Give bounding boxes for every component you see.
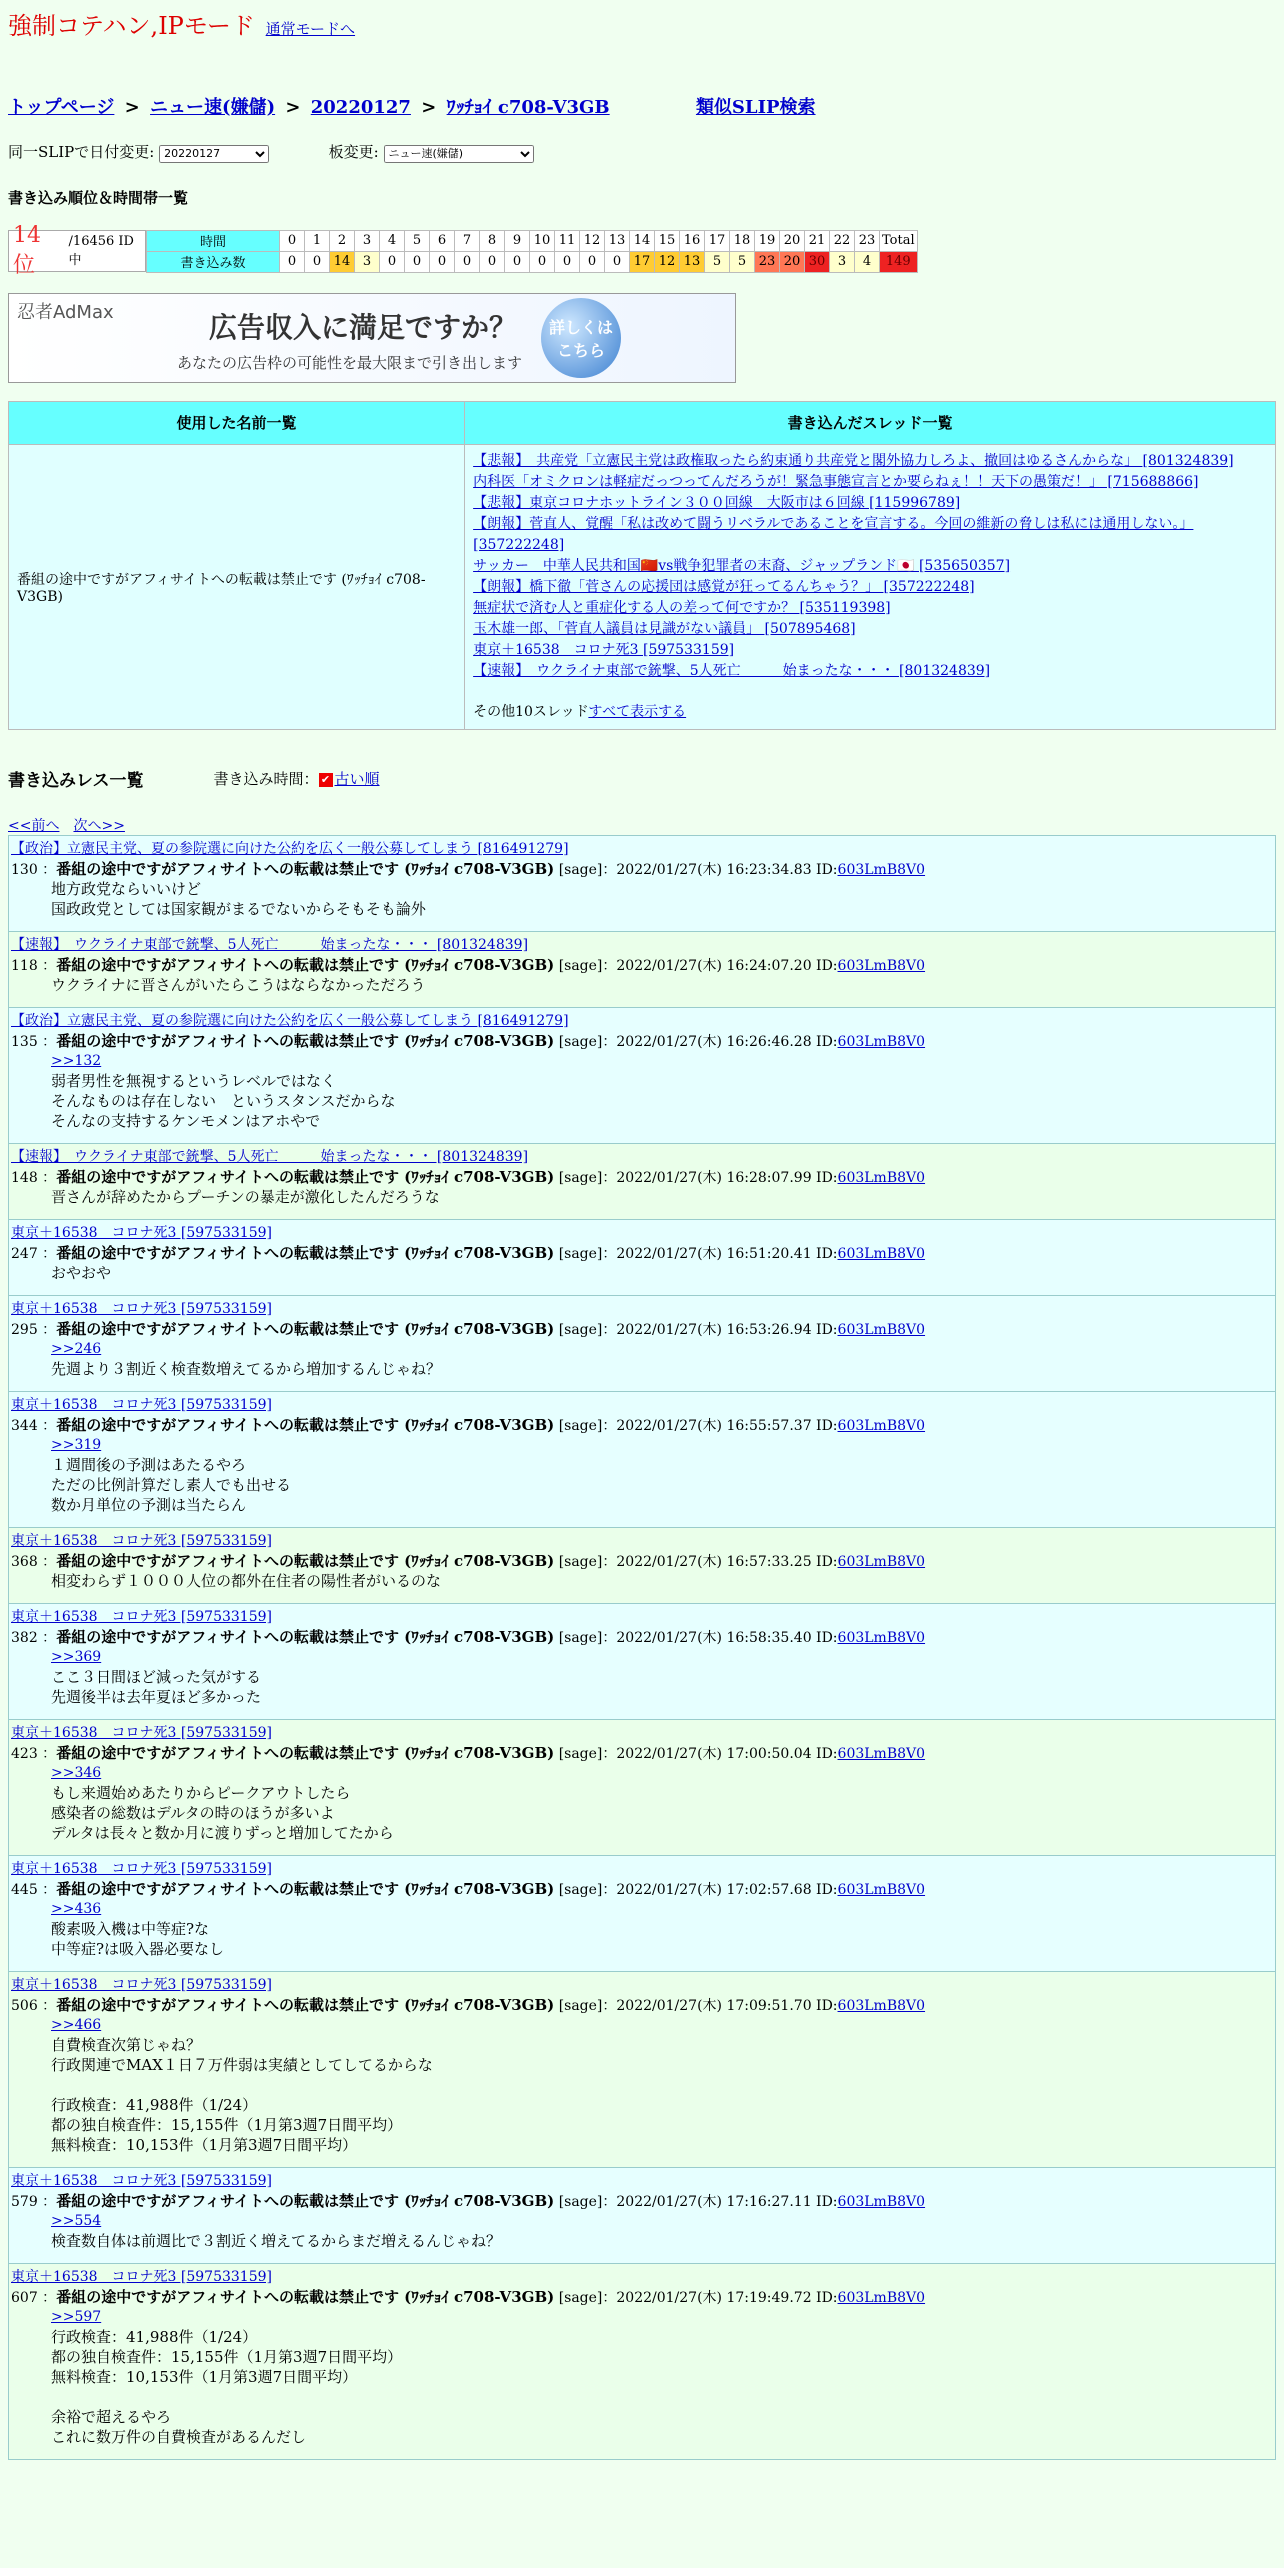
pager <box>8 815 1276 835</box>
breadcrumb-sep: > <box>124 97 140 118</box>
post-thread-link[interactable]: 東京＋16538 コロナ死3 [597533159] <box>11 1532 272 1549</box>
post-thread-link[interactable]: 東京＋16538 コロナ死3 [597533159] <box>11 2268 272 2285</box>
count-cell: 0 <box>405 251 430 272</box>
post-date: [sage]：2022/01/27(木) 16:26:46.28 ID: <box>558 1033 838 1050</box>
oldest-first-link[interactable]: 古い順 <box>334 769 380 788</box>
post-number: 344 <box>11 1417 38 1434</box>
post-line: 行政関連でMAX１日７万件弱は実績としてしてるからな <box>51 2055 433 2074</box>
post-line: 行政検査：41,988件（1/24） <box>51 2095 258 2114</box>
post-line: 都の独自検査件：15,155件（1月第3週7日間平均） <box>51 2115 403 2134</box>
post-line: そんなの支持するケンモメンはアホやで <box>51 1111 321 1130</box>
post-name: 番組の途中ですがアフィサイトへの転載は禁止です (ﾜｯﾁｮｲ c708-V3GB) <box>56 2191 555 2210</box>
count-cell: 0 <box>480 251 505 272</box>
post-meta: 579 ：番組の途中ですがアフィサイトへの転載は禁止です (ﾜｯﾁｮｲ c708-V3GB) [sage]：2022/01/27(木) 17:16:27.11 ID:603LmB8V0 <box>11 2191 926 2210</box>
reply-anchor-link[interactable]: >>554 <box>51 2212 102 2229</box>
board-select-label: 板変更: <box>328 143 379 161</box>
post-line: 酸素吸入機は中等症?な <box>51 1919 210 1938</box>
count-cell: 0 <box>305 251 330 272</box>
post-name: 番組の途中ですがアフィサイトへの転載は禁止です (ﾜｯﾁｮｲ c708-V3GB) <box>56 1743 555 1762</box>
checkmark-icon: ✔ <box>319 773 333 787</box>
post-body <box>11 1339 1273 1379</box>
hour-cell: 14 <box>630 230 655 251</box>
thread-list <box>473 451 1267 682</box>
hourly-table <box>146 230 918 273</box>
post-number: 135 <box>11 1033 38 1050</box>
post-name: 番組の途中ですがアフィサイトへの転載は禁止です (ﾜｯﾁｮｲ c708-V3GB) <box>56 2287 555 2306</box>
next-page-link[interactable]: 次へ>> <box>73 817 125 834</box>
post-meta: 344 ：番組の途中ですがアフィサイトへの転載は禁止です (ﾜｯﾁｮｲ c708-V3GB) [sage]：2022/01/27(木) 16:55:57.37 ID:603LmB8V0 <box>11 1415 926 1434</box>
breadcrumb-date[interactable]: 20220127 <box>310 97 411 118</box>
post-body <box>11 1435 1273 1515</box>
post-date: [sage]：2022/01/27(木) 16:24:07.20 ID: <box>558 957 838 974</box>
hour-cell: 16 <box>680 230 705 251</box>
post-line: 行政検査：41,988件（1/24） <box>51 2327 258 2346</box>
post-meta: 118 ：番組の途中ですがアフィサイトへの転載は禁止です (ﾜｯﾁｮｲ c708-V3GB) [sage]：2022/01/27(木) 16:24:07.20 ID:603LmB8V0 <box>11 955 926 974</box>
post-body <box>11 1647 1273 1707</box>
prev-page-link[interactable]: <<前へ <box>8 817 60 834</box>
post-meta: 423 ：番組の途中ですがアフィサイトへの転載は禁止です (ﾜｯﾁｮｲ c708-V3GB) [sage]：2022/01/27(木) 17:00:50.04 ID:603LmB8V0 <box>11 1743 926 1762</box>
count-cell: 14 <box>330 251 355 272</box>
breadcrumb-slip[interactable]: ﾜｯﾁｮｲ c708-V3GB <box>446 97 610 118</box>
threads-cell <box>465 444 1276 729</box>
post-meta: 607 ：番組の途中ですがアフィサイトへの転載は禁止です (ﾜｯﾁｮｲ c708-V3GB) [sage]：2022/01/27(木) 17:19:49.72 ID:603LmB8V0 <box>11 2287 926 2306</box>
post-thread-link[interactable]: 【政治】立憲民主党、夏の参院選に向けた公約を広く一般公募してしまう [816491279] <box>11 840 569 857</box>
post-line: 国政政党としては国家観がまるでないからそもそも論外 <box>51 899 426 918</box>
post-thread-link[interactable]: 東京＋16538 コロナ死3 [597533159] <box>11 1724 272 1741</box>
post-line <box>51 2387 1273 2407</box>
hour-cell: 11 <box>555 230 580 251</box>
hour-cell: 3 <box>355 230 380 251</box>
reply-anchor-link[interactable]: >>319 <box>51 1436 102 1453</box>
post-id-link[interactable]: 603LmB8V0 <box>837 957 926 974</box>
post <box>8 932 1276 1008</box>
ad-subtext: あなたの広告枠の可能性を最大限まで引き出します <box>177 353 523 372</box>
post <box>8 1528 1276 1604</box>
breadcrumb-top[interactable]: トップページ <box>8 97 115 118</box>
hour-cell: 9 <box>505 230 530 251</box>
thread-link[interactable]: 東京＋16538 コロナ死3 [597533159] <box>473 641 735 658</box>
count-cell: 149 <box>880 251 918 272</box>
post-line: もし来週始めあたりからピークアウトしたら <box>51 1783 351 1802</box>
post-date: [sage]：2022/01/27(木) 17:02:57.68 ID: <box>558 1881 838 1898</box>
post-meta: 445 ：番組の途中ですがアフィサイトへの転載は禁止です (ﾜｯﾁｮｲ c708-V3GB) [sage]：2022/01/27(木) 17:02:57.68 ID:603LmB8V0 <box>11 1879 926 1898</box>
reply-anchor-link[interactable]: >>369 <box>51 1648 102 1665</box>
hour-cell: 21 <box>805 230 830 251</box>
post-line: 都の独自検査件：15,155件（1月第3週7日間平均） <box>51 2347 403 2366</box>
post-id-link[interactable]: 603LmB8V0 <box>837 1033 926 1050</box>
post-id-link[interactable]: 603LmB8V0 <box>837 1417 926 1434</box>
post <box>8 1720 1276 1856</box>
post-thread-link[interactable]: 東京＋16538 コロナ死3 [597533159] <box>11 1976 272 1993</box>
post <box>8 2264 1276 2460</box>
posts-header <box>8 766 1276 791</box>
post <box>8 1144 1276 1220</box>
post-name: 番組の途中ですがアフィサイトへの転載は禁止です (ﾜｯﾁｮｲ c708-V3GB) <box>56 1319 555 1338</box>
summary-table <box>8 401 1276 730</box>
post-name: 番組の途中ですがアフィサイトへの転載は禁止です (ﾜｯﾁｮｲ c708-V3GB) <box>56 1415 555 1434</box>
reply-anchor-link[interactable]: >>346 <box>51 1764 102 1781</box>
post-name: 番組の途中ですがアフィサイトへの転載は禁止です (ﾜｯﾁｮｲ c708-V3GB) <box>56 1167 555 1186</box>
post-line: 数か月単位の予測は当たらん <box>51 1495 247 1514</box>
count-cell: 13 <box>680 251 705 272</box>
post-body <box>11 879 1273 919</box>
hour-cell: 19 <box>755 230 780 251</box>
post-number: 423 <box>11 1745 38 1762</box>
post <box>8 2168 1276 2264</box>
post-meta: 382 ：番組の途中ですがアフィサイトへの転載は禁止です (ﾜｯﾁｮｲ c708-V3GB) [sage]：2022/01/27(木) 16:58:35.40 ID:603LmB8V0 <box>11 1627 926 1646</box>
thread-link[interactable]: 無症状で済む人と重症化する人の差って何ですか？ [535119398] <box>473 599 891 616</box>
post <box>8 1008 1276 1144</box>
post-meta: 148 ：番組の途中ですがアフィサイトへの転載は禁止です (ﾜｯﾁｮｲ c708-V3GB) [sage]：2022/01/27(木) 16:28:07.99 ID:603LmB8V0 <box>11 1167 926 1186</box>
posts-list <box>8 835 1276 2460</box>
hour-cell: 17 <box>705 230 730 251</box>
post-number: 368 <box>11 1553 38 1570</box>
date-select[interactable] <box>159 145 269 163</box>
post-line: 自費検査次第じゃね？ <box>51 2035 202 2054</box>
post-body <box>11 1899 1273 1959</box>
board-select[interactable] <box>384 145 534 163</box>
reply-anchor-link[interactable]: >>132 <box>51 1052 102 1069</box>
post-line: そんなものは存在しない というスタンスだからな <box>51 1091 396 1110</box>
post-meta: 135 ：番組の途中ですがアフィサイトへの転載は禁止です (ﾜｯﾁｮｲ c708-V3GB) [sage]：2022/01/27(木) 16:26:46.28 ID:603LmB8V0 <box>11 1031 926 1050</box>
post-number: 382 <box>11 1629 38 1646</box>
hour-cell: 5 <box>405 230 430 251</box>
post-id-link[interactable]: 603LmB8V0 <box>837 1629 926 1646</box>
breadcrumb-sep: > <box>421 97 437 118</box>
post-id-link[interactable]: 603LmB8V0 <box>837 2193 926 2210</box>
post-number: 118 <box>11 957 38 974</box>
ad-logo: 忍者AdMax <box>17 301 114 323</box>
count-cell: 5 <box>730 251 755 272</box>
post-line: おやおや <box>51 1263 112 1282</box>
order-label: 書き込み時間： <box>213 769 319 788</box>
hour-cell: 1 <box>305 230 330 251</box>
count-cell: 4 <box>855 251 880 272</box>
hour-cell: 4 <box>380 230 405 251</box>
normal-mode-link[interactable]: 通常モードへ <box>265 20 356 38</box>
post-line: 先週後半は去年夏ほど多かった <box>51 1687 262 1706</box>
post-id-link[interactable]: 603LmB8V0 <box>837 2289 926 2306</box>
post-date: [sage]：2022/01/27(木) 17:19:49.72 ID: <box>558 2289 838 2306</box>
hours-row-label: 時間 <box>147 230 280 251</box>
hour-cell: 15 <box>655 230 680 251</box>
count-cell: 0 <box>605 251 630 272</box>
post-id-link[interactable]: 603LmB8V0 <box>837 1745 926 1762</box>
post-body <box>11 2211 1273 2251</box>
post-line: デルタは長々と数か月に渡りずっと増加してたから <box>51 1823 394 1842</box>
post-date: [sage]：2022/01/27(木) 16:58:35.40 ID: <box>558 1629 838 1646</box>
count-cell: 5 <box>705 251 730 272</box>
page-title: 強制コテハン,IPモード <box>8 12 255 40</box>
post-date: [sage]：2022/01/27(木) 16:57:33.25 ID: <box>558 1553 838 1570</box>
post-line <box>51 2075 1273 2095</box>
thread-link[interactable]: サッカー 中華人民共和国🇨🇳vs戦争犯罪者の末裔、ジャップランド🇯🇵 [535650357] <box>473 557 1011 574</box>
post-meta: 295 ：番組の途中ですがアフィサイトへの転載は禁止です (ﾜｯﾁｮｲ c708-V3GB) [sage]：2022/01/27(木) 16:53:26.94 ID:603LmB8V0 <box>11 1319 926 1338</box>
reply-anchor-link[interactable]: >>436 <box>51 1900 102 1917</box>
post-meta: 368 ：番組の途中ですがアフィサイトへの転載は禁止です (ﾜｯﾁｮｲ c708-V3GB) [sage]：2022/01/27(木) 16:57:33.25 ID:603LmB8V0 <box>11 1551 926 1570</box>
post-body <box>11 1187 1273 1207</box>
count-cell: 30 <box>805 251 830 272</box>
posts-title: 書き込みレス一覧 <box>8 770 144 791</box>
count-cell: 23 <box>755 251 780 272</box>
hour-cell: Total <box>880 230 918 251</box>
post-line: 無料検査：10,153件（1月第3週7日間平均） <box>51 2135 358 2154</box>
post-body <box>11 1763 1273 1843</box>
post <box>8 1296 1276 1392</box>
ad-banner[interactable] <box>8 293 736 383</box>
count-cell: 17 <box>630 251 655 272</box>
post-id-link[interactable]: 603LmB8V0 <box>837 1245 926 1262</box>
post-number: 247 <box>11 1245 38 1262</box>
post-date: [sage]：2022/01/27(木) 16:53:26.94 ID: <box>558 1321 838 1338</box>
breadcrumb-sep: > <box>285 97 301 118</box>
thread-link[interactable]: 【悲報】 共産党「立憲民主党は政権取ったら約束通り共産党と閣外協力しろよ、撤回はゆるさんからな」 [801324839] <box>473 452 1234 469</box>
ranking-title: 書き込み順位＆時間帯一覧 <box>8 188 189 207</box>
post <box>8 1392 1276 1528</box>
count-cell: 0 <box>380 251 405 272</box>
post-date: [sage]：2022/01/27(木) 16:23:34.83 ID: <box>558 861 838 878</box>
post-line: 晋さんが辞めたからプーチンの暴走が激化したんだろうな <box>51 1187 440 1206</box>
post-name: 番組の途中ですがアフィサイトへの転載は禁止です (ﾜｯﾁｮｲ c708-V3GB) <box>56 1031 555 1050</box>
post-thread-link[interactable]: 【速報】 ウクライナ東部で銃撃、5人死亡 始まったな・・・ [801324839] <box>11 936 529 953</box>
thread-link[interactable]: 【朗報】橋下徹「菅さんの応援団は感覚が狂ってるんちゃう？」 [357222248] <box>473 578 975 595</box>
thread-link[interactable]: 【悲報】東京コロナホットライン３００回線 大阪市は６回線 [115996789] <box>473 494 961 511</box>
counts-row-label: 書き込み数 <box>147 251 280 272</box>
thread-link[interactable]: 【朗報】菅直人、覚醒「私は改めて闘うリベラルであることを宣言する。今回の維新の脅しは私には通用しない。」 [357222248] <box>473 515 1194 553</box>
count-cell: 3 <box>830 251 855 272</box>
names-header: 使用した名前一覧 <box>9 401 465 444</box>
post-number: 295 <box>11 1321 38 1338</box>
hour-cell: 23 <box>855 230 880 251</box>
post-name: 番組の途中ですがアフィサイトへの転載は禁止です (ﾜｯﾁｮｲ c708-V3GB) <box>56 1551 555 1570</box>
count-cell: 0 <box>555 251 580 272</box>
show-all-threads-link[interactable]: すべて表示する <box>588 703 687 720</box>
hour-cell: 20 <box>780 230 805 251</box>
page-header <box>8 6 1276 41</box>
ad-details-button[interactable]: 詳しくは こちら <box>541 298 621 378</box>
post-line: １週間後の予測はあたるやろ <box>51 1455 247 1474</box>
rank-total: /16456 ID中 <box>68 233 134 268</box>
hour-cell: 7 <box>455 230 480 251</box>
post-name: 番組の途中ですがアフィサイトへの転載は禁止です (ﾜｯﾁｮｲ c708-V3GB) <box>56 1995 555 2014</box>
count-cell: 0 <box>580 251 605 272</box>
count-cell: 12 <box>655 251 680 272</box>
post-thread-link[interactable]: 東京＋16538 コロナ死3 [597533159] <box>11 1860 272 1877</box>
hour-cell: 10 <box>530 230 555 251</box>
post-body <box>11 1051 1273 1131</box>
post-line: これに数万件の自費検査があるんだし <box>51 2427 307 2446</box>
count-cell: 0 <box>455 251 480 272</box>
post-line: ウクライナに晋さんがいたらこうはならなかっただろう <box>51 975 426 994</box>
post-line: 余裕で超えるやろ <box>51 2407 172 2426</box>
post-line: 中等症?は吸入器必要なし <box>51 1939 225 1958</box>
post-thread-link[interactable]: 東京＋16538 コロナ死3 [597533159] <box>11 1396 272 1413</box>
post-line: 無料検査：10,153件（1月第3週7日間平均） <box>51 2367 358 2386</box>
hour-cell: 8 <box>480 230 505 251</box>
count-cell: 20 <box>780 251 805 272</box>
post-number: 506 <box>11 1997 38 2014</box>
count-cell: 0 <box>505 251 530 272</box>
threads-header: 書き込んだスレッド一覧 <box>465 401 1276 444</box>
count-cell: 3 <box>355 251 380 272</box>
post <box>8 1220 1276 1296</box>
thread-link[interactable]: 玉木雄一郎、「菅直人議員は見識がない議員」 [507895468] <box>473 620 856 637</box>
used-name: 番組の途中ですがアフィサイトへの転載は禁止です (ﾜｯﾁｮｲ c708-V3GB) <box>9 444 465 729</box>
post-line: ただの比例計算だし素人でも出せる <box>51 1475 292 1494</box>
breadcrumb <box>8 93 1276 119</box>
post <box>8 835 1276 932</box>
thread-link[interactable]: 内科医「オミクロンは軽症だっつってんだろうが！緊急事態宣言とか要らねぇ！！天下の愚策だ！」 [715688866] <box>473 473 1199 490</box>
rank-value: 14 位 <box>13 222 41 278</box>
count-cell: 0 <box>530 251 555 272</box>
post <box>8 1604 1276 1720</box>
post-line: 相変わらず１０００人位の都外在住者の陽性者がいるのな <box>51 1571 442 1590</box>
post-date: [sage]：2022/01/27(木) 16:28:07.99 ID: <box>558 1169 838 1186</box>
reply-anchor-link[interactable]: >>597 <box>51 2308 102 2325</box>
hour-cell: 13 <box>605 230 630 251</box>
thread-link[interactable]: 【速報】 ウクライナ東部で銃撃、5人死亡 始まったな・・・ [801324839] <box>473 662 991 679</box>
post-thread-link[interactable]: 東京＋16538 コロナ死3 [597533159] <box>11 1608 272 1625</box>
post-line: ここ３日間ほど減った気がする <box>51 1667 262 1686</box>
post-id-link[interactable]: 603LmB8V0 <box>837 1881 926 1898</box>
post-number: 445 <box>11 1881 38 1898</box>
post-meta: 130 ：番組の途中ですがアフィサイトへの転載は禁止です (ﾜｯﾁｮｲ c708-V3GB) [sage]：2022/01/27(木) 16:23:34.83 ID:603LmB8V0 <box>11 859 926 878</box>
post-thread-link[interactable]: 【政治】立憲民主党、夏の参院選に向けた公約を広く一般公募してしまう [816491279] <box>11 1012 569 1029</box>
post-id-link[interactable]: 603LmB8V0 <box>837 1997 926 2014</box>
post-line: 地方政党ならいいけど <box>51 879 202 898</box>
hour-cell: 0 <box>280 230 305 251</box>
date-select-label: 同一SLIPで日付変更: <box>8 143 155 161</box>
post-id-link[interactable]: 603LmB8V0 <box>837 1169 926 1186</box>
breadcrumb-board[interactable]: ニュー速(嫌儲) <box>150 97 276 118</box>
hour-cell: 6 <box>430 230 455 251</box>
post-thread-link[interactable]: 東京＋16538 コロナ死3 [597533159] <box>11 1224 272 1241</box>
hour-cell: 2 <box>330 230 355 251</box>
reply-anchor-link[interactable]: >>466 <box>51 2016 102 2033</box>
post <box>8 1972 1276 2168</box>
post-number: 130 <box>11 861 38 878</box>
post-thread-link[interactable]: 【速報】 ウクライナ東部で銃撃、5人死亡 始まったな・・・ [801324839] <box>11 1148 529 1165</box>
post-name: 番組の途中ですがアフィサイトへの転載は禁止です (ﾜｯﾁｮｲ c708-V3GB) <box>56 955 555 974</box>
post-name: 番組の途中ですがアフィサイトへの転載は禁止です (ﾜｯﾁｮｲ c708-V3GB) <box>56 1243 555 1262</box>
post-meta: 506 ：番組の途中ですがアフィサイトへの転載は禁止です (ﾜｯﾁｮｲ c708-V3GB) [sage]：2022/01/27(木) 17:09:51.70 ID:603LmB8V0 <box>11 1995 926 2014</box>
ad-headline: 広告収入に満足ですか？ <box>209 310 518 344</box>
ranking-section <box>8 222 1276 278</box>
post-line: 弱者男性を無視するというレベルではなく <box>51 1071 337 1090</box>
rank-box <box>8 222 146 278</box>
post-line: 検査数自体は前週比で３割近く増えてるからまだ増えるんじゃね？ <box>51 2231 502 2250</box>
post-line: 感染者の総数はデルタの時のほうが多いよ <box>51 1803 335 1822</box>
select-row <box>8 141 1276 163</box>
reply-anchor-link[interactable]: >>246 <box>51 1340 102 1357</box>
post-meta: 247 ：番組の途中ですがアフィサイトへの転載は禁止です (ﾜｯﾁｮｲ c708-V3GB) [sage]：2022/01/27(木) 16:51:20.41 ID:603LmB8V0 <box>11 1243 926 1262</box>
post-date: [sage]：2022/01/27(木) 17:09:51.70 ID: <box>558 1997 838 2014</box>
post-name: 番組の途中ですがアフィサイトへの転載は禁止です (ﾜｯﾁｮｲ c708-V3GB) <box>56 859 555 878</box>
post-id-link[interactable]: 603LmB8V0 <box>837 1553 926 1570</box>
post-name: 番組の途中ですがアフィサイトへの転載は禁止です (ﾜｯﾁｮｲ c708-V3GB) <box>56 1879 555 1898</box>
post-date: [sage]：2022/01/27(木) 16:51:20.41 ID: <box>558 1245 838 1262</box>
post-number: 579 <box>11 2193 38 2210</box>
post-thread-link[interactable]: 東京＋16538 コロナ死3 [597533159] <box>11 1300 272 1317</box>
post-date: [sage]：2022/01/27(木) 17:16:27.11 ID: <box>558 2193 838 2210</box>
post-body <box>11 2307 1273 2447</box>
post-id-link[interactable]: 603LmB8V0 <box>837 1321 926 1338</box>
more-threads-text: その他10スレッド <box>473 703 589 720</box>
post-date: [sage]：2022/01/27(木) 17:00:50.04 ID: <box>558 1745 838 1762</box>
count-cell: 0 <box>430 251 455 272</box>
post-id-link[interactable]: 603LmB8V0 <box>837 861 926 878</box>
similar-slip-search-link[interactable]: 類似SLIP検索 <box>695 97 816 118</box>
post-line: 先週より３割近く検査数増えてるから増加するんじゃね？ <box>51 1359 442 1378</box>
hour-cell: 22 <box>830 230 855 251</box>
post-body <box>11 2015 1273 2155</box>
order-control <box>214 768 380 789</box>
post-name: 番組の途中ですがアフィサイトへの転載は禁止です (ﾜｯﾁｮｲ c708-V3GB) <box>56 1627 555 1646</box>
post-body <box>11 1263 1273 1283</box>
more-threads <box>473 702 1267 723</box>
post <box>8 1856 1276 1972</box>
hour-cell: 12 <box>580 230 605 251</box>
post-body <box>11 975 1273 995</box>
post-body <box>11 1571 1273 1591</box>
post-date: [sage]：2022/01/27(木) 16:55:57.37 ID: <box>558 1417 838 1434</box>
post-number: 148 <box>11 1169 38 1186</box>
post-number: 607 <box>11 2289 38 2306</box>
post-thread-link[interactable]: 東京＋16538 コロナ死3 [597533159] <box>11 2172 272 2189</box>
count-cell: 0 <box>280 251 305 272</box>
hour-cell: 18 <box>730 230 755 251</box>
